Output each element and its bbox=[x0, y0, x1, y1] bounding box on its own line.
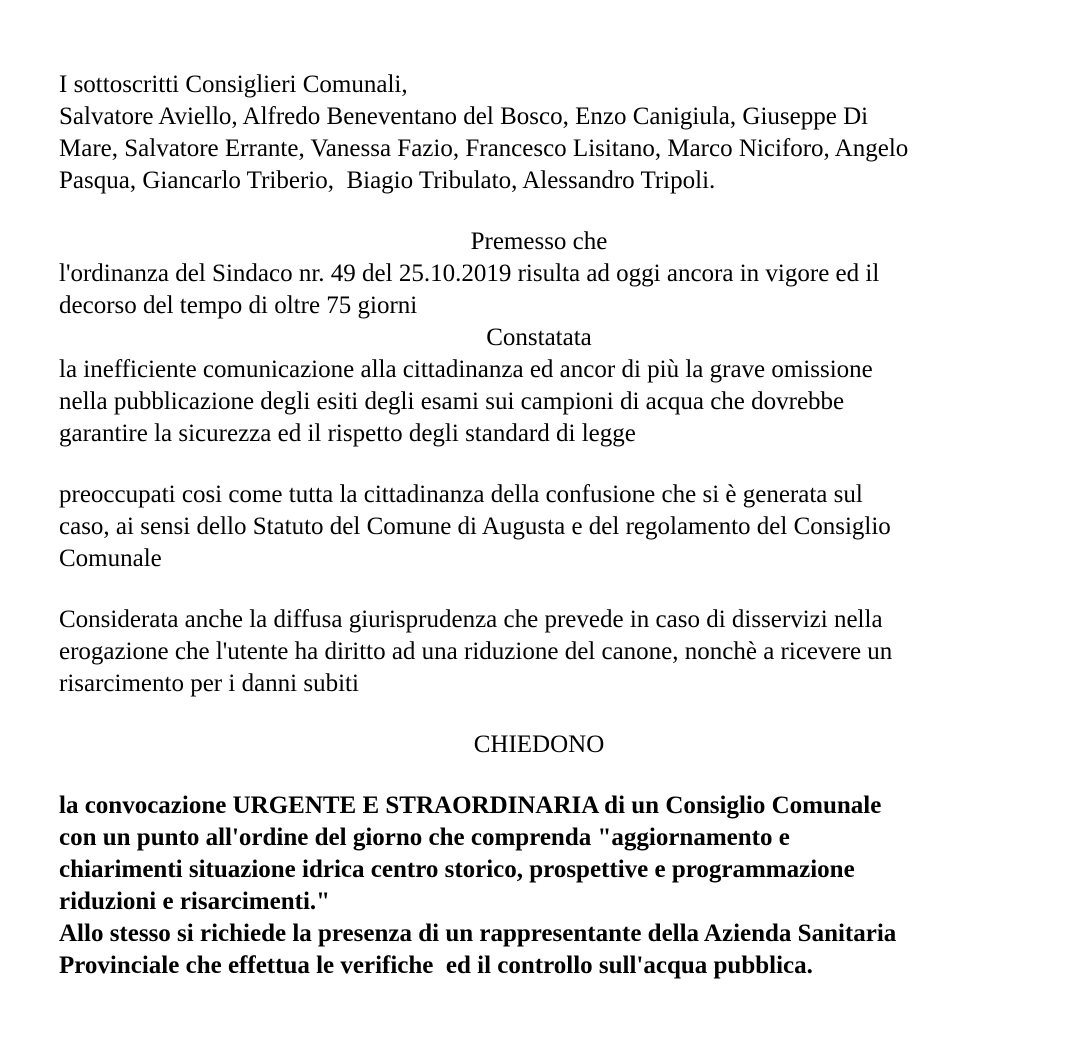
document-body bbox=[59, 69, 1049, 982]
request-line: la convocazione URGENTE E STRAORDINARIA di un Consiglio Comunale bbox=[59, 792, 882, 819]
text-line: risarcimento per i danni subiti bbox=[59, 670, 359, 697]
constatata-section bbox=[59, 322, 1049, 450]
request-line: riduzioni e risarcimenti." bbox=[59, 888, 331, 915]
preoccupati-paragraph bbox=[59, 479, 1049, 575]
spacer bbox=[59, 575, 1049, 604]
text-line: I sottoscritti Consiglieri Comunali, bbox=[59, 71, 408, 98]
text-line: l'ordinanza del Sindaco nr. 49 del 25.10.2019 risulta ad oggi ancora in vigore ed il bbox=[59, 260, 880, 287]
section-heading-chiedono: CHIEDONO bbox=[473, 731, 605, 758]
request-line: chiarimenti situazione idrica centro storico, prospettive e programmazione bbox=[59, 856, 855, 883]
text-line: la inefficiente comunicazione alla cittadinanza ed ancor di più la grave omissione bbox=[59, 356, 873, 383]
chiedono-section bbox=[59, 729, 1049, 982]
request-line: Allo stesso si richiede la presenza di un rappresentante della Azienda Sanitaria bbox=[59, 920, 897, 947]
text-line: Pasqua, Giancarlo Triberio, Biagio Tribulato, Alessandro Tripoli. bbox=[59, 167, 716, 194]
text-line: Mare, Salvatore Errante, Vanessa Fazio, Francesco Lisitano, Marco Niciforo, Angelo bbox=[59, 135, 909, 162]
text-line: preoccupati cosi come tutta la cittadinanza della confusione che si è generata sul bbox=[59, 481, 863, 508]
considerata-paragraph bbox=[59, 604, 1049, 700]
spacer bbox=[59, 700, 1049, 729]
section-heading-premesso: Premesso che bbox=[470, 228, 608, 255]
intro-paragraph bbox=[59, 69, 1049, 197]
request-line: con un punto all'ordine del giorno che comprenda "aggiornamento e bbox=[59, 824, 790, 851]
spacer bbox=[59, 761, 1049, 790]
text-line: erogazione che l'utente ha diritto ad una riduzione del canone, nonchè a ricevere un bbox=[59, 638, 893, 665]
request-line: Provinciale che effettua le verifiche ed il controllo sull'acqua pubblica. bbox=[59, 952, 813, 979]
text-line: Comunale bbox=[59, 545, 162, 572]
spacer bbox=[59, 197, 1049, 226]
text-line: Considerata anche la diffusa giurisprudenza che prevede in caso di disservizi nella bbox=[59, 606, 883, 633]
text-line: nella pubblicazione degli esiti degli esami sui campioni di acqua che dovrebbe bbox=[59, 388, 845, 415]
text-line: decorso del tempo di oltre 75 giorni bbox=[59, 292, 418, 319]
section-heading-constatata: Constatata bbox=[486, 324, 592, 351]
text-line: garantire la sicurezza ed il rispetto degli standard di legge bbox=[59, 420, 636, 447]
premesso-section bbox=[59, 226, 1049, 322]
spacer bbox=[59, 450, 1049, 479]
text-line: caso, ai sensi dello Statuto del Comune di Augusta e del regolamento del Consiglio bbox=[59, 513, 891, 540]
text-line: Salvatore Aviello, Alfredo Beneventano del Bosco, Enzo Canigiula, Giuseppe Di bbox=[59, 103, 869, 130]
